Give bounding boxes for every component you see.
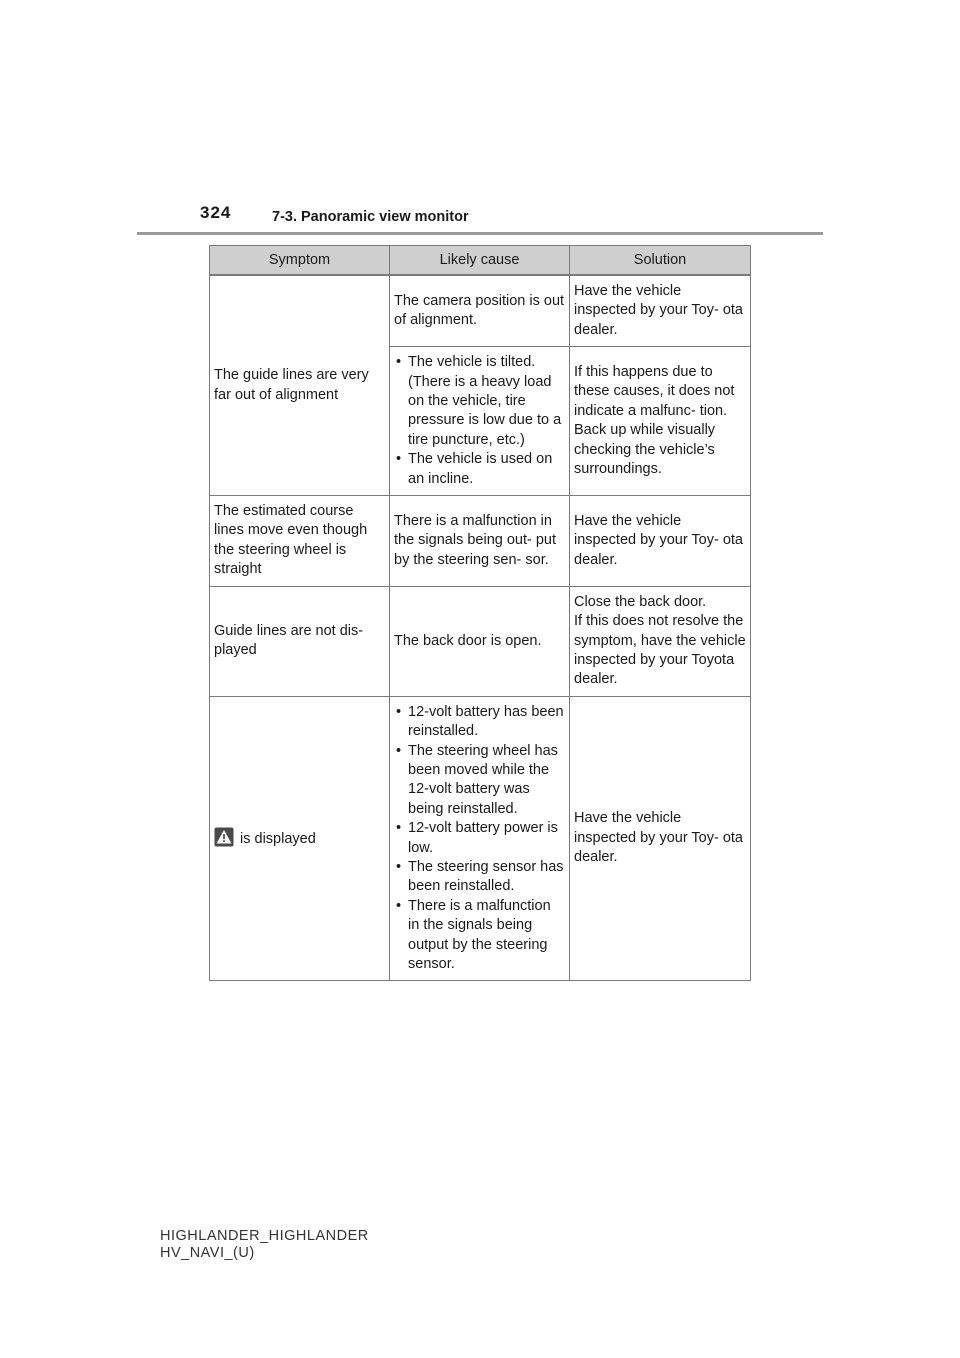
- table-row: [210, 586, 751, 696]
- solution-text: Back up while visually checking the vehicle’s surroundings.: [574, 422, 716, 477]
- solution-cell: Have the vehicle inspected by your Toy- ota dealer.: [570, 496, 751, 587]
- cause-cell: There is a malfunction in the signals being out- put by the steering sen- sor.: [390, 496, 570, 587]
- symptom-cell: The estimated course lines move even though the steering wheel is straight: [210, 496, 390, 587]
- solution-cell: [570, 347, 751, 496]
- cause-cell: [390, 696, 570, 981]
- section-title: 7-3. Panoramic view monitor: [272, 209, 469, 225]
- table-row: [210, 696, 751, 981]
- symptom-cell: [210, 696, 390, 981]
- column-header-likely-cause: Likely cause: [390, 246, 570, 276]
- solution-text: Close the back door.: [574, 593, 707, 610]
- cause-item: • There is a malfunction in the signals being output by the steering sensor.: [394, 897, 565, 975]
- solution-text: If this does not resolve the symptom, have the vehicle inspected by your Toyota dealer.: [574, 613, 746, 688]
- table-row: [210, 496, 751, 587]
- cause-item: • The vehicle is tilted. (There is a heavy load on the vehicle, tire pressure is low due to a tire puncture, etc.): [394, 353, 565, 450]
- cause-cell: [390, 347, 570, 496]
- symptom-cell: Guide lines are not dis- played: [210, 586, 390, 696]
- table-row: [210, 275, 751, 347]
- solution-cell: Have the vehicle inspected by your Toy- ota dealer.: [570, 696, 751, 981]
- cause-cell: The camera position is out of alignment.: [390, 275, 570, 347]
- warning-icon: [214, 827, 234, 847]
- symptom-cell: The guide lines are very far out of alignment: [210, 275, 390, 496]
- document-footer: [160, 1228, 369, 1262]
- solution-cell: [570, 586, 751, 696]
- cause-item: • The steering wheel has been moved while the 12-volt battery was being reinstalled.: [394, 742, 565, 820]
- column-header-solution: Solution: [570, 246, 751, 276]
- cause-item: • The steering sensor has been reinstalled.: [394, 858, 565, 897]
- solution-cell: Have the vehicle inspected by your Toy- ota dealer.: [570, 275, 751, 347]
- cause-cell: The back door is open.: [390, 586, 570, 696]
- troubleshooting-table: [209, 245, 751, 981]
- header-divider: [137, 232, 823, 235]
- cause-item: • 12-volt battery has been reinstalled.: [394, 703, 565, 742]
- cause-item: • The vehicle is used on an incline.: [394, 450, 565, 489]
- table-header-row: [210, 246, 751, 276]
- footer-line: HV_NAVI_(U): [160, 1245, 255, 1261]
- page-number: 324: [200, 203, 232, 222]
- cause-list: [394, 703, 565, 975]
- solution-text: If this happens due to these causes, it does not indicate a malfunc- tion.: [574, 363, 735, 419]
- column-header-symptom: Symptom: [210, 246, 390, 276]
- symptom-text: is displayed: [240, 831, 316, 848]
- cause-item: • 12-volt battery power is low.: [394, 819, 565, 858]
- cause-list: [394, 353, 565, 489]
- footer-line: HIGHLANDER_HIGHLANDER: [160, 1228, 369, 1244]
